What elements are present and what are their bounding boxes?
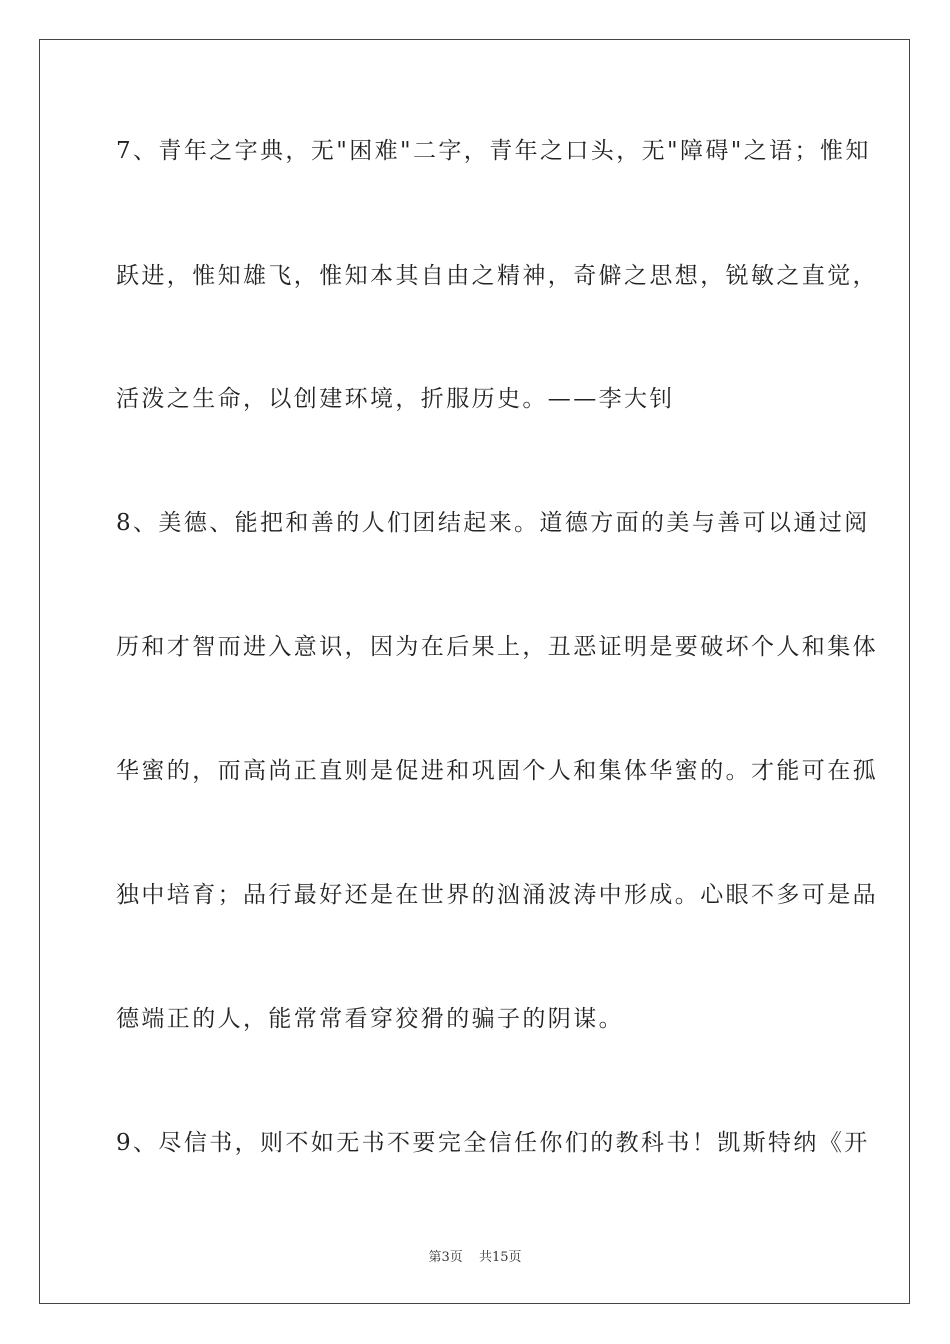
page-border: [39, 39, 910, 1304]
text-line: 跃进，惟知雄飞，惟知本其自由之精神，奇僻之思想，锐敏之直觉，: [116, 263, 878, 289]
page-number: 第3页: [428, 1250, 463, 1265]
text-line: 历和才智而进入意识，因为在后果上，丑恶证明是要破坏个人和集体: [116, 634, 878, 660]
text-line: 德端正的人，能常常看穿狡猾的骗子的阴谋。: [116, 1006, 624, 1032]
text-line: 活泼之生命，以创建环境，折服历史。——李大钊: [116, 386, 675, 412]
text-line: 7、青年之字典，无"困难"二字，青年之口头，无"障碍"之语；惟知: [116, 138, 871, 164]
text-line: 华蜜的，而高尚正直则是促进和巩固个人和集体华蜜的。才能可在孤: [116, 758, 878, 784]
page-footer: [0, 1246, 950, 1265]
text-line: 9、尽信书，则不如无书不要完全信任你们的教科书！凯斯特纳《开: [116, 1130, 870, 1156]
text-line: 8、美德、能把和善的人们团结起来。道德方面的美与善可以通过阅: [116, 510, 870, 536]
text-line: 独中培育；品行最好还是在世界的汹涌波涛中形成。心眼不多可是品: [116, 882, 878, 908]
page-total: 共15页: [478, 1250, 522, 1265]
